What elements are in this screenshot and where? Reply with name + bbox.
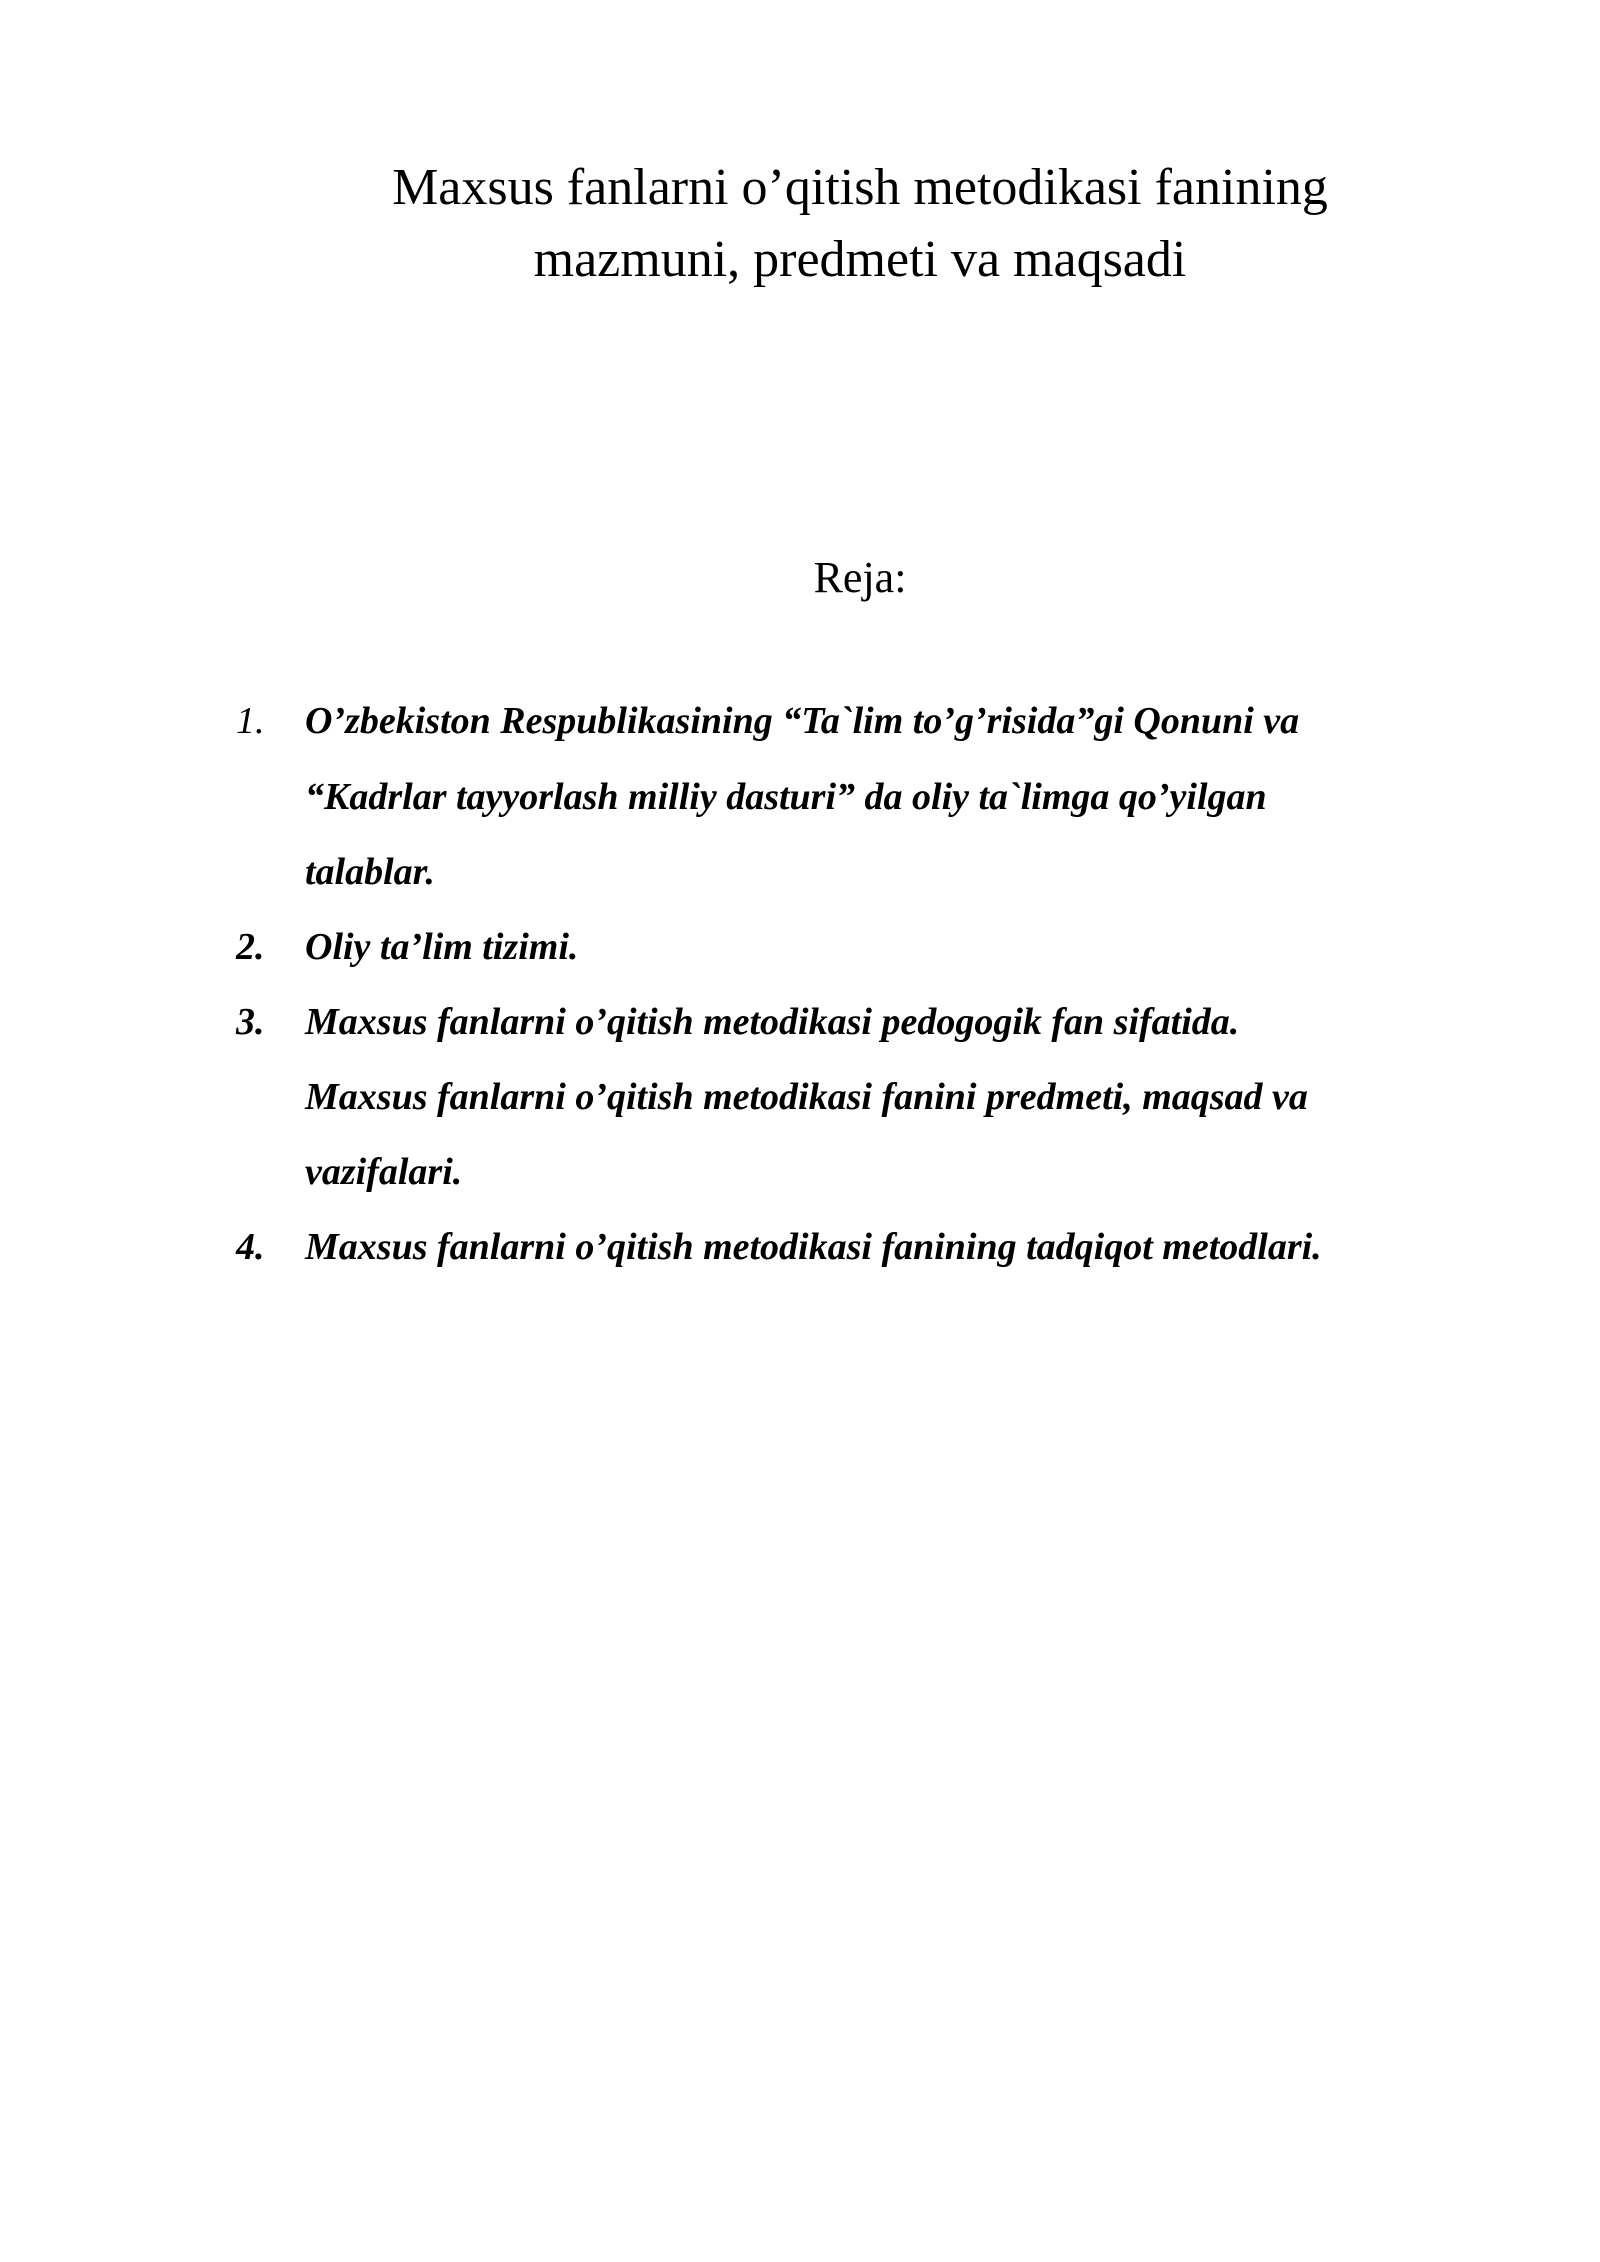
plan-item-3-line-3: vazifalari. [305,1151,463,1193]
plan-item-1-number: 1. [236,700,265,742]
plan-item-2-number: 2. [236,926,265,968]
plan-item-1-line-1: O’zbekiston Respublikasining “Ta`lim to’g’risida”gi Qonuni va [305,700,1300,742]
plan-item-1-line-2: “Kadrlar tayyorlash milliy dasturi” da oliy ta`limga qo’yilgan [305,776,1267,818]
plan-item-3-line-1: Maxsus fanlarni o’qitish metodikasi pedogogik fan sifatida. [305,1001,1240,1043]
plan-heading: Reja: [813,553,907,602]
plan-item-4-line-1: Maxsus fanlarni o’qitish metodikasi fanining tadqiqot metodlari. [305,1226,1322,1268]
plan-item-3-line-2: Maxsus fanlarni o’qitish metodikasi fanini predmeti, maqsad va [305,1076,1308,1118]
plan-item-1-line-3: talablar. [305,851,435,893]
plan-item-4-number: 4. [236,1226,265,1268]
document-title-line-1: Maxsus fanlarni o’qitish metodikasi fanining [392,159,1328,216]
document-title-line-2: mazmuni, predmeti va maqsadi [533,231,1187,288]
plan-item-3-number: 3. [236,1001,265,1043]
plan-item-2-line-1: Oliy ta’lim tizimi. [305,926,579,968]
